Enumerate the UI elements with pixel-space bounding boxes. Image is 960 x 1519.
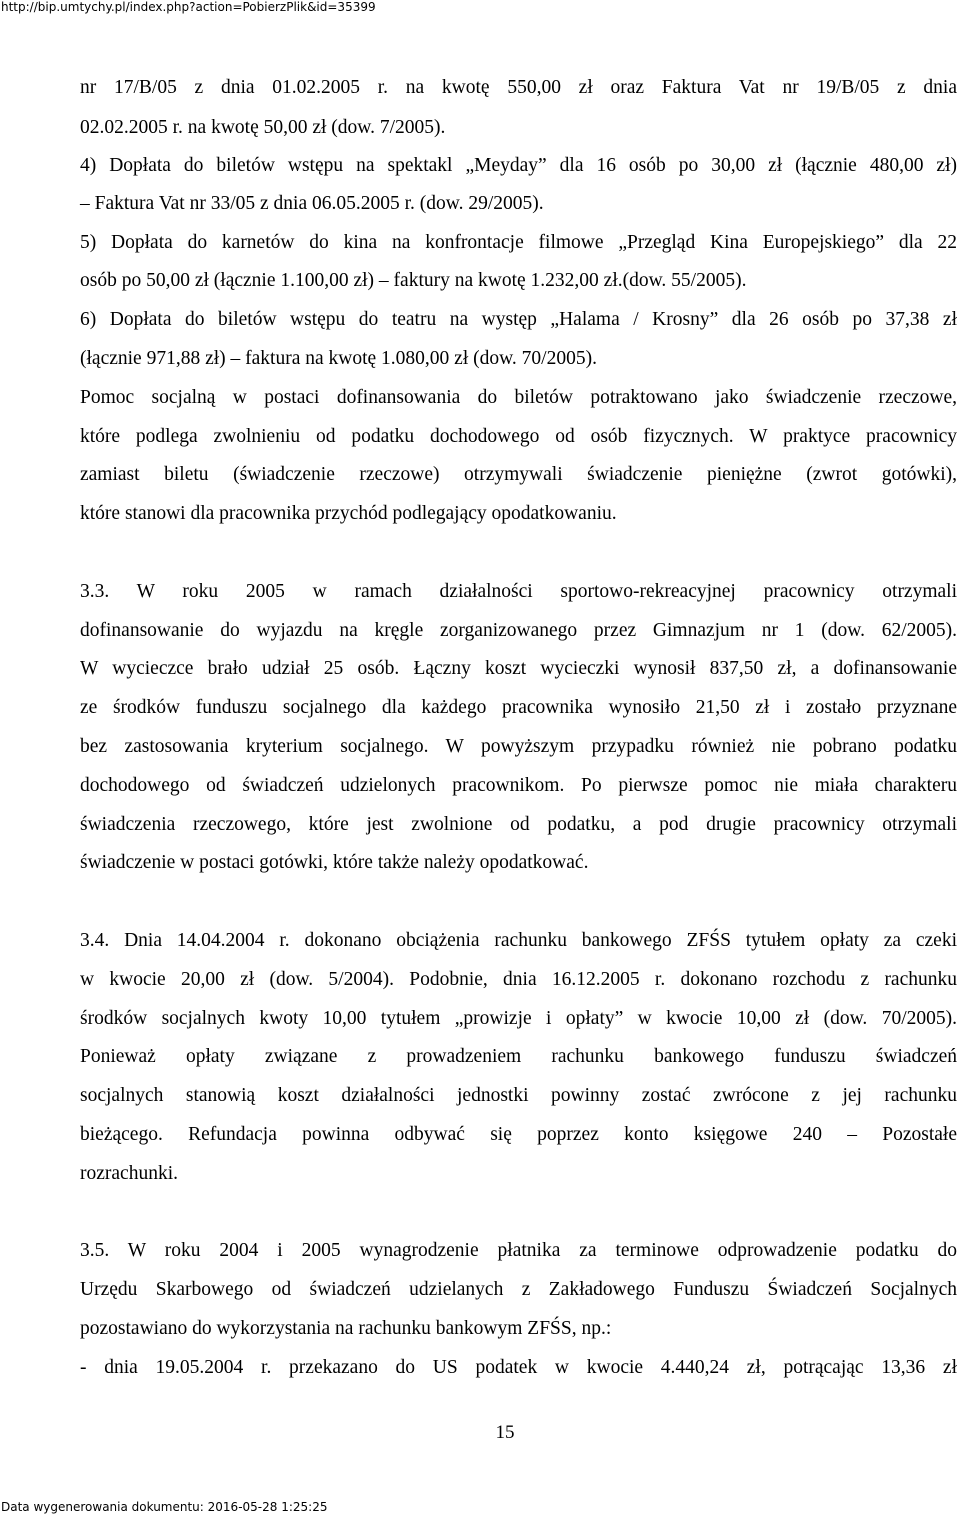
body-line: Pomoc socjalną w postaci dofinansowania do biletów potraktowano jako świadczenie rzeczowe, <box>80 387 957 408</box>
body-line: 3.4. Dnia 14.04.2004 r. dokonano obciążenia rachunku bankowego ZFŚS tytułem opłaty za czeki <box>80 930 957 951</box>
body-line: 4) Dopłata do biletów wstępu na spektakl „Meyday” dla 16 osób po 30,00 zł (łącznie 480,00 zł) <box>80 155 957 176</box>
generation-timestamp: Data wygenerowania dokumentu: 2016-05-28 1:25:25 <box>1 1500 328 1514</box>
body-line: 02.02.2005 r. na kwotę 50,00 zł (dow. 7/2005). <box>80 117 446 138</box>
body-line: które podlega zwolnieniu od podatku dochodowego od osób fizycznych. W praktyce pracownicy <box>80 426 957 447</box>
body-line: 3.3. W roku 2005 w ramach działalności sportowo-rekreacyjnej pracownicy otrzymali <box>80 581 957 602</box>
body-line: socjalnych stanowią koszt działalności jednostki powinny zostać zwrócone z jej rachunku <box>80 1085 957 1106</box>
body-line: świadczenie w postaci gotówki, które także należy opodatkować. <box>80 852 589 873</box>
body-line: bieżącego. Refundacja powinna odbywać się poprzez konto księgowe 240 – Pozostałe <box>80 1124 957 1145</box>
body-line: dofinansowanie do wyjazdu na kręgle zorganizowanego przez Gimnazjum nr 1 (dow. 62/2005). <box>80 620 957 641</box>
body-line: bez zastosowania kryterium socjalnego. W powyższym przypadku również nie pobrano podatku <box>80 736 957 757</box>
body-line: pozostawiano do wykorzystania na rachunku bankowym ZFŚS, np.: <box>80 1318 612 1339</box>
body-line: które stanowi dla pracownika przychód podlegający opodatkowaniu. <box>80 503 617 524</box>
body-line: rozrachunki. <box>80 1163 178 1184</box>
body-line: środków socjalnych kwoty 10,00 tytułem „prowizje i opłaty” w kwocie 10,00 zł (dow. 70/2005). <box>80 1008 957 1029</box>
body-line: dochodowego od świadczeń udzielonych pracownikom. Po pierwsze pomoc nie miała charakteru <box>80 775 957 796</box>
body-line: świadczenia rzeczowego, które jest zwolnione od podatku, a pod drugie pracownicy otrzymali <box>80 814 957 835</box>
body-line: - dnia 19.05.2004 r. przekazano do US podatek w kwocie 4.440,24 zł, potrącając 13,36 zł <box>80 1357 957 1378</box>
body-line: (łącznie 971,88 zł) – faktura na kwotę 1.080,00 zł (dow. 70/2005). <box>80 348 597 369</box>
body-line: W wycieczce brało udział 25 osób. Łączny koszt wycieczki wynosił 837,50 zł, a dofinansowanie <box>80 658 957 679</box>
body-line: w kwocie 20,00 zł (dow. 5/2004). Podobnie, dnia 16.12.2005 r. dokonano rozchodu z rachunku <box>80 969 957 990</box>
body-line: zamiast biletu (świadczenie rzeczowe) otrzymywali świadczenie pieniężne (zwrot gotówki), <box>80 464 957 485</box>
body-line: – Faktura Vat nr 33/05 z dnia 06.05.2005 r. (dow. 29/2005). <box>80 193 544 214</box>
body-line: osób po 50,00 zł (łącznie 1.100,00 zł) – faktury na kwotę 1.232,00 zł.(dow. 55/2005). <box>80 270 747 291</box>
body-line: 6) Dopłata do biletów wstępu do teatru na występ „Halama / Krosny” dla 26 osób po 37,38 zł <box>80 309 957 330</box>
body-line: Ponieważ opłaty związane z prowadzeniem rachunku bankowego funduszu świadczeń <box>80 1046 957 1067</box>
body-line: Urzędu Skarbowego od świadczeń udzielanych z Zakładowego Funduszu Świadczeń Socjalnych <box>80 1279 957 1300</box>
page-number: 15 <box>495 1422 515 1443</box>
source-url: http://bip.umtychy.pl/index.php?action=PobierzPlik&id=35399 <box>1 0 376 14</box>
body-line: 3.5. W roku 2004 i 2005 wynagrodzenie płatnika za terminowe odprowadzenie podatku do <box>80 1240 957 1261</box>
body-line: 5) Dopłata do karnetów do kina na konfrontacje filmowe „Przegląd Kina Europejskiego” dla 22 <box>80 232 957 253</box>
body-line: ze środków funduszu socjalnego dla każdego pracownika wynosiło 21,50 zł i zostało przyznane <box>80 697 957 718</box>
body-line: nr 17/B/05 z dnia 01.02.2005 r. na kwotę 550,00 zł oraz Faktura Vat nr 19/B/05 z dnia <box>80 77 957 98</box>
